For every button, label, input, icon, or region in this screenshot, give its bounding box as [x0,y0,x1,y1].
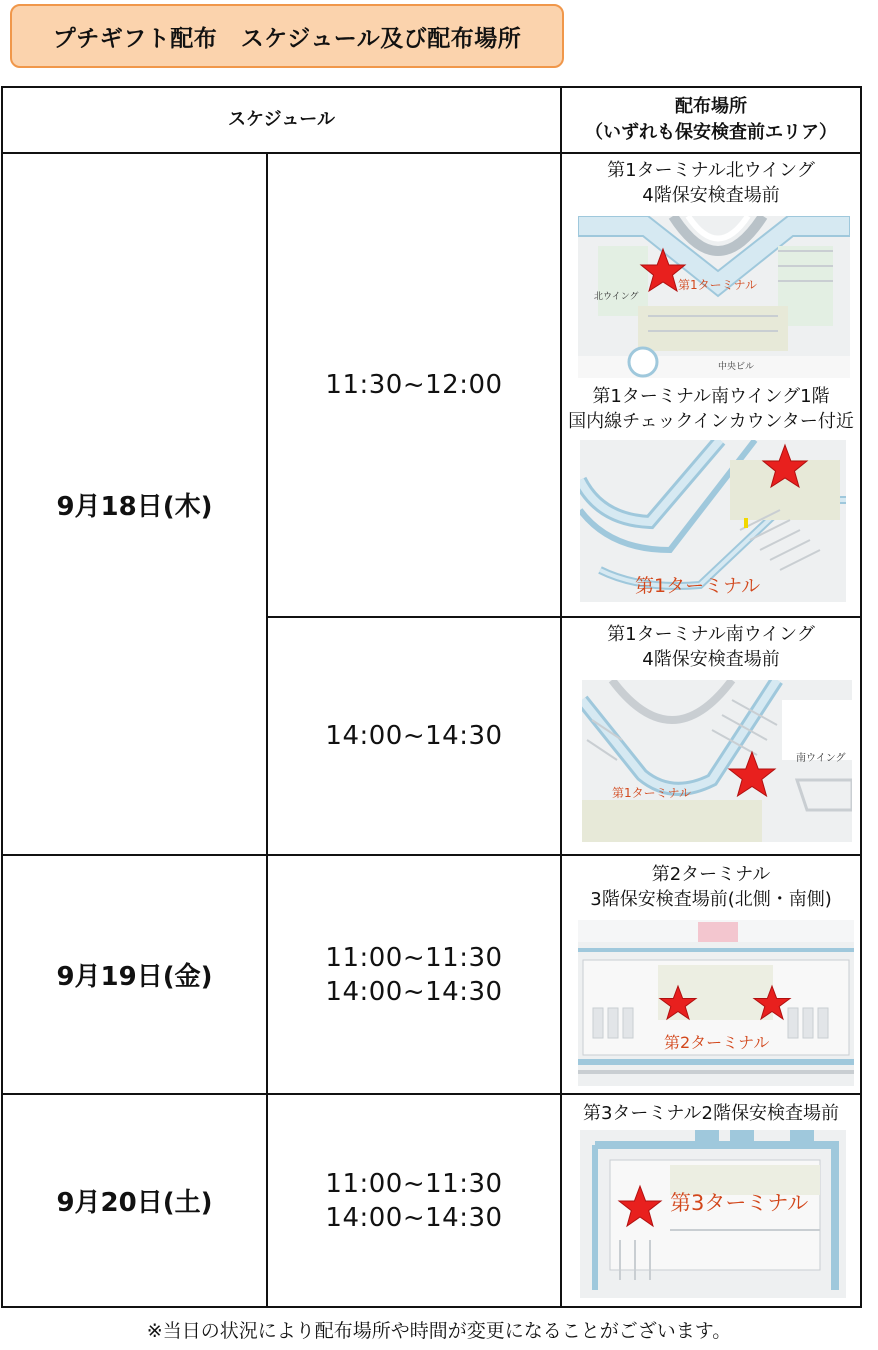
time-cell [268,856,560,1093]
table-border-right [860,86,862,1308]
time-cell [268,154,560,616]
location-text [562,158,860,208]
location-line: 第3ターミナル2階保安検査場前 [582,1103,839,1124]
header-location-line2: （いずれも保安検査前エリア） [585,122,837,143]
terminal2-map [578,920,854,1086]
terminal1-north-wing-map [578,216,850,378]
header-location-line1: 配布場所 [675,96,747,117]
terminal1-south-wing-1f-map [580,440,846,602]
table-border-bottom [1,1306,862,1308]
location-line: 国内線チェックインカウンター付近 [568,411,854,432]
header-schedule-label: スケジュール [228,109,335,130]
location-line: 4階保安検査場前 [642,185,780,206]
date-label: 9月18日(木) [56,491,213,522]
location-line: 3階保安検査場前(北側・南側) [590,889,832,910]
map-label: 北ウイング [594,292,639,302]
location-text [562,384,860,434]
time-label: 11:30~12:00 [325,370,503,400]
location-line: 4階保安検査場前 [642,649,780,670]
date-cell [3,154,266,854]
header-location [562,88,860,152]
location-line: 第1ターミナル南ウイング1階 [592,386,830,407]
date-cell [3,856,266,1093]
date-cell [3,1095,266,1306]
terminal1-south-wing-4f-map [582,680,852,842]
time-label: 11:00~11:30 [325,942,503,973]
location-text [562,862,860,912]
map-label: 第1ターミナル [612,786,692,800]
time-cell [268,618,560,854]
map-label: 第3ターミナル [670,1191,809,1215]
time-label: 14:00~14:30 [325,721,503,751]
date-label: 9月19日(金) [56,962,213,992]
time-label: 11:00~11:30 [325,1168,503,1199]
map-label: 第1ターミナル [635,575,761,597]
location-line: 第1ターミナル南ウイング [607,624,815,645]
date-label: 9月20日(土) [56,1188,213,1218]
header-schedule [3,88,560,152]
map-label: 南ウイング [796,753,846,764]
time-cell [268,1095,560,1306]
footnote: ※当日の状況により配布場所や時間が変更になることがございます。 [146,1320,732,1342]
map-label: 中央ビル [718,362,755,372]
time-label: 14:00~14:30 [325,1202,503,1233]
location-text [562,1101,860,1126]
map-label: 第2ターミナル [664,1033,770,1052]
location-line: 第2ターミナル [651,864,771,885]
map-label: 第1ターミナル [678,278,758,292]
location-text [562,622,860,672]
terminal3-map [580,1130,846,1298]
time-label: 14:00~14:30 [325,976,503,1007]
location-line: 第1ターミナル北ウイング [607,160,815,181]
page-title: プチギフト配布 スケジュール及び配布場所 [10,4,564,68]
